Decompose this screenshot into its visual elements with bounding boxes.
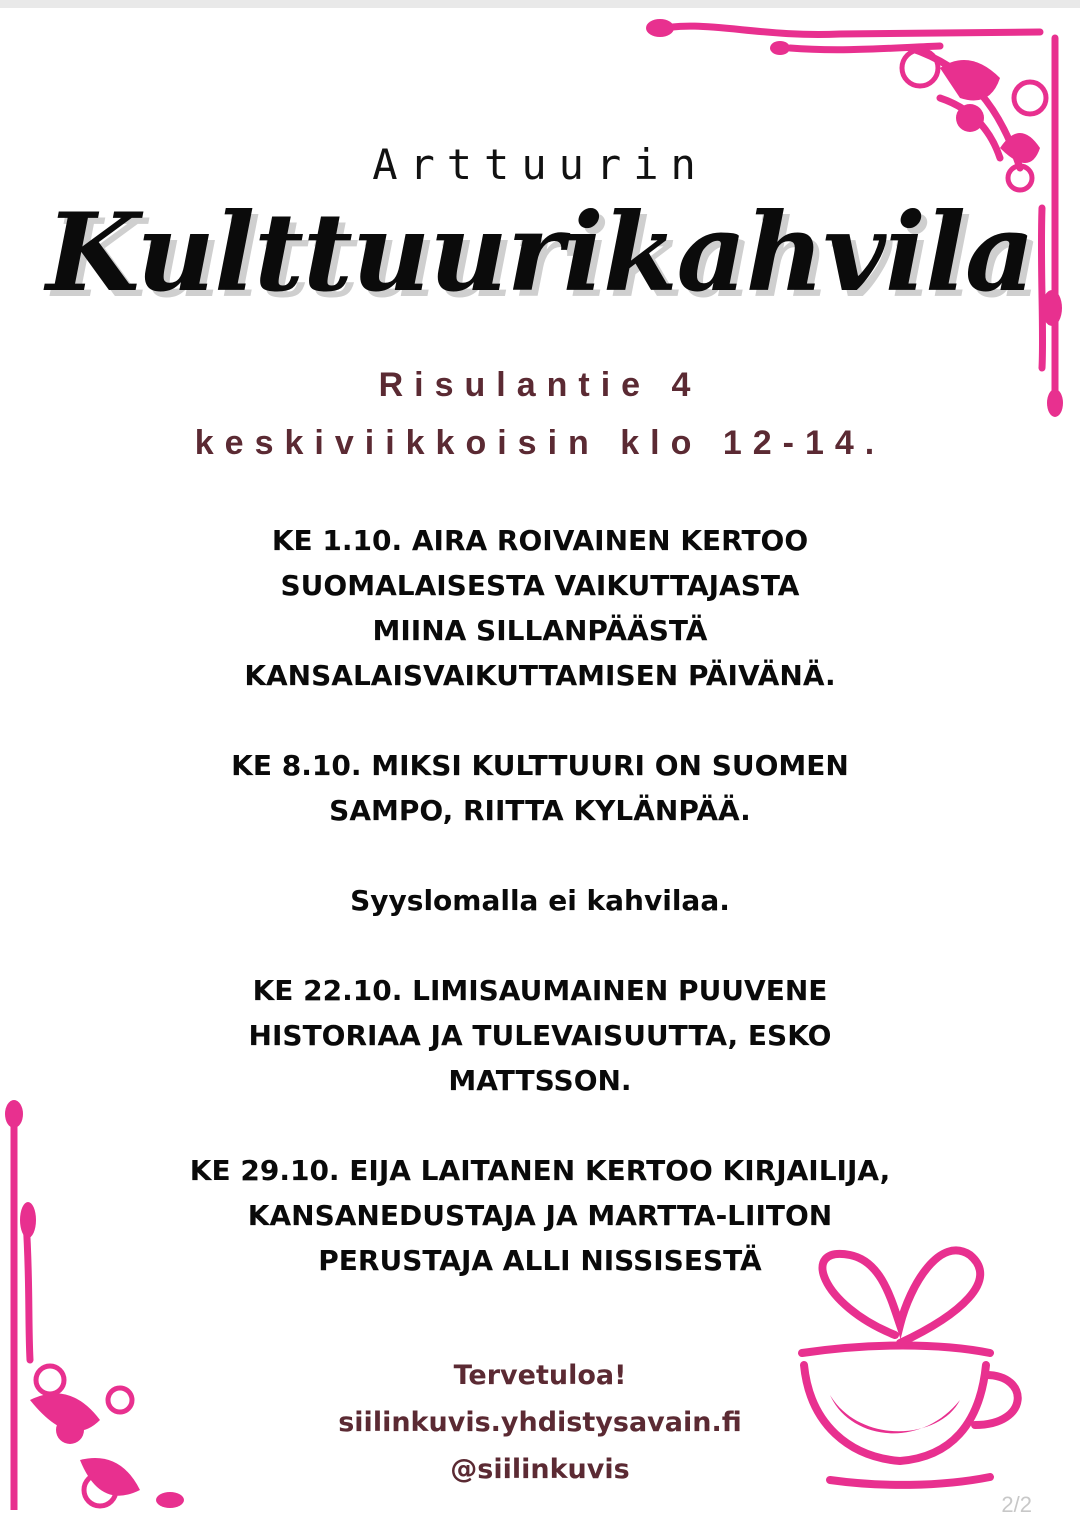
pre-title: Arttuurin: [372, 140, 708, 189]
event-note: [0, 878, 1080, 923]
schedule: keskiviikkoisin klo 12-14.: [194, 424, 886, 462]
event-item: [0, 518, 1080, 698]
event-line: KANSALAISVAIKUTTAMISEN PÄIVÄNÄ.: [244, 659, 836, 692]
event-item: [0, 743, 1080, 833]
event-line: KE 29.10. EIJA LAITANEN KERTOO KIRJAILIJA,: [189, 1154, 891, 1187]
event-line: MIINA SILLANPÄÄSTÄ: [372, 614, 708, 647]
footer: [0, 1352, 1080, 1493]
event-line: KE 1.10. AIRA ROIVAINEN KERTOO: [271, 524, 809, 557]
event-line: SAMPO, RIITTA KYLÄNPÄÄ.: [329, 794, 751, 827]
event-item: [0, 1148, 1080, 1283]
event-line: Syyslomalla ei kahvilaa.: [350, 884, 730, 917]
event-line: PERUSTAJA ALLI NISSISESTÄ: [318, 1244, 762, 1277]
website-link[interactable]: siilinkuvis.yhdistysavain.fi: [338, 1407, 742, 1438]
event-item: [0, 968, 1080, 1103]
event-list: [0, 518, 1080, 1328]
event-line: KE 8.10. MIKSI KULTTUURI ON SUOMEN: [231, 749, 849, 782]
address: Risulantie 4: [378, 366, 702, 404]
social-handle[interactable]: @siilinkuvis: [450, 1454, 630, 1485]
page-indicator: 2/2: [1001, 1492, 1032, 1517]
event-line: KANSANEDUSTAJA JA MARTTA-LIITON: [247, 1199, 833, 1232]
event-line: KE 22.10. LIMISAUMAINEN PUUVENE: [252, 974, 828, 1007]
event-line: HISTORIAA JA TULEVAISUUTTA, ESKO: [248, 1019, 832, 1052]
top-edge: [0, 0, 1080, 8]
event-line: SUOMALAISESTA VAIKUTTAJASTA: [280, 569, 800, 602]
welcome-text: Tervetuloa!: [453, 1360, 627, 1391]
page-title: Kulttuurikahvila: [46, 190, 1034, 316]
event-line: MATTSSON.: [448, 1064, 632, 1097]
